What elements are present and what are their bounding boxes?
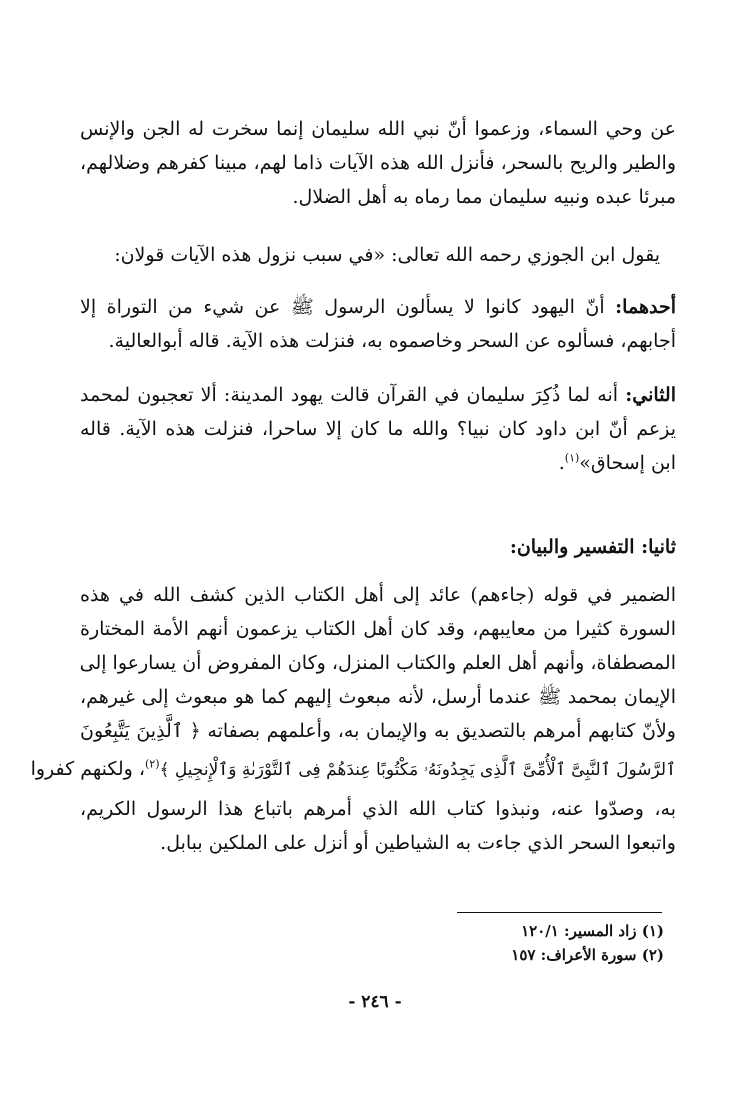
tafsir-quran-line [30, 754, 676, 784]
footnote-ref-2[interactable]: (٢) [145, 757, 160, 771]
section-heading: ثانيا: التفسير والبيان: [509, 536, 676, 558]
first-opinion-text: أنّ اليهود كانوا لا يسألون الرسول ﷺ عن شيء من التوراة إلا [80, 296, 605, 318]
second-opinion-text: أنه لما ذُكِرَ سليمان في القرآن قالت يهود المدينة: ألا تعجبون لمحمد [80, 384, 619, 406]
intro-line-3: مبرئا عبده ونبيه سليمان مما رماه به أهل الضلال. [292, 186, 676, 208]
tafsir-line-2: السورة كثيرا من معايبهم، وقد كان أهل الكتاب يزعمون أنهم الأمة المختارة [80, 618, 676, 640]
first-opinion-line-1 [80, 292, 676, 322]
tafsir-line-3: المصطفاة، وأنهم أهل العلم والكتاب المنزل، وكان المفروض أن يسارعوا إلى [79, 652, 676, 674]
second-opinion-end-text: ابن إسحاق» [579, 452, 676, 474]
footnote-divider [457, 912, 662, 913]
footnote-2: (٢) سورة الأعراف: ١٥٧ [511, 946, 664, 964]
page-number: - ٢٤٦ - [348, 992, 402, 1012]
tafsir-line-7: به، وصدّوا عنه، ونبذوا كتاب الله الذي أمرهم باتباع هذا الرسول الكريم، [80, 798, 676, 820]
footnote-ref-1[interactable]: (١) [564, 451, 580, 465]
first-opinion-line-2: أجابهم، فسألوه عن السحر وخاصموه به، فنزلت هذه الآية. قاله أبوالعالية. [108, 330, 676, 352]
quran-line-tail: ، ولكنهم كفروا [30, 758, 145, 780]
tafsir-line-4: الإيمان بمحمد ﷺ عندما أرسل، لأنه مبعوث إليهم كما هو مبعوث إلى غيرهم، [80, 686, 676, 708]
tafsir-line-5: ولأنّ كتابهم أمرهم بالتصديق به والإيمان به، وأعلمهم بصفاته ﴿ ٱلَّذِينَ يَتَّبِعُونَ [80, 720, 676, 742]
second-opinion-lead: الثاني: [625, 384, 676, 406]
second-opinion-line-3 [80, 448, 676, 478]
second-opinion-period: . [558, 452, 565, 474]
intro-line-1: عن وحي السماء، وزعموا أنّ نبي الله سليمان إنما سخرت له الجن والإنس [80, 118, 676, 140]
second-opinion-line-1 [80, 380, 676, 410]
quran-verse: ٱلرَّسُولَ ٱلنَّبِىَّ ٱلْأُمِّىَّ ٱلَّذِى يَجِدُونَهُۥ مَكْتُوبًا عِندَهُمْ فِى ٱلتَّوْرَىٰةِ وَٱلْإِنجِيلِ ﴾ [159, 760, 676, 780]
second-opinion-line-2: يزعم أنّ ابن داود كان نبيا؟ والله ما كان إلا ساحرا، فنزلت هذه الآية. قاله [80, 418, 676, 440]
ibn-jawzi-line: يقول ابن الجوزي رحمه الله تعالى: «في سبب نزول هذه الآيات قولان: [114, 244, 660, 266]
footnote-1: (١) زاد المسير: ١٢٠/١ [521, 922, 664, 940]
tafsir-line-8: واتبعوا السحر الذي جاءت به الشياطين أو أنزل على الملكين ببابل. [160, 832, 676, 854]
intro-line-2: والطير والريح بالسحر، فأنزل الله هذه الآيات ذاما لهم، مبينا كفرهم وضلالهم، [80, 152, 676, 174]
first-opinion-lead: أحدهما: [615, 296, 676, 318]
tafsir-line-1: الضمير في قوله (جاءهم) عائد إلى أهل الكتاب الذين كشف الله في هذه [80, 584, 676, 606]
